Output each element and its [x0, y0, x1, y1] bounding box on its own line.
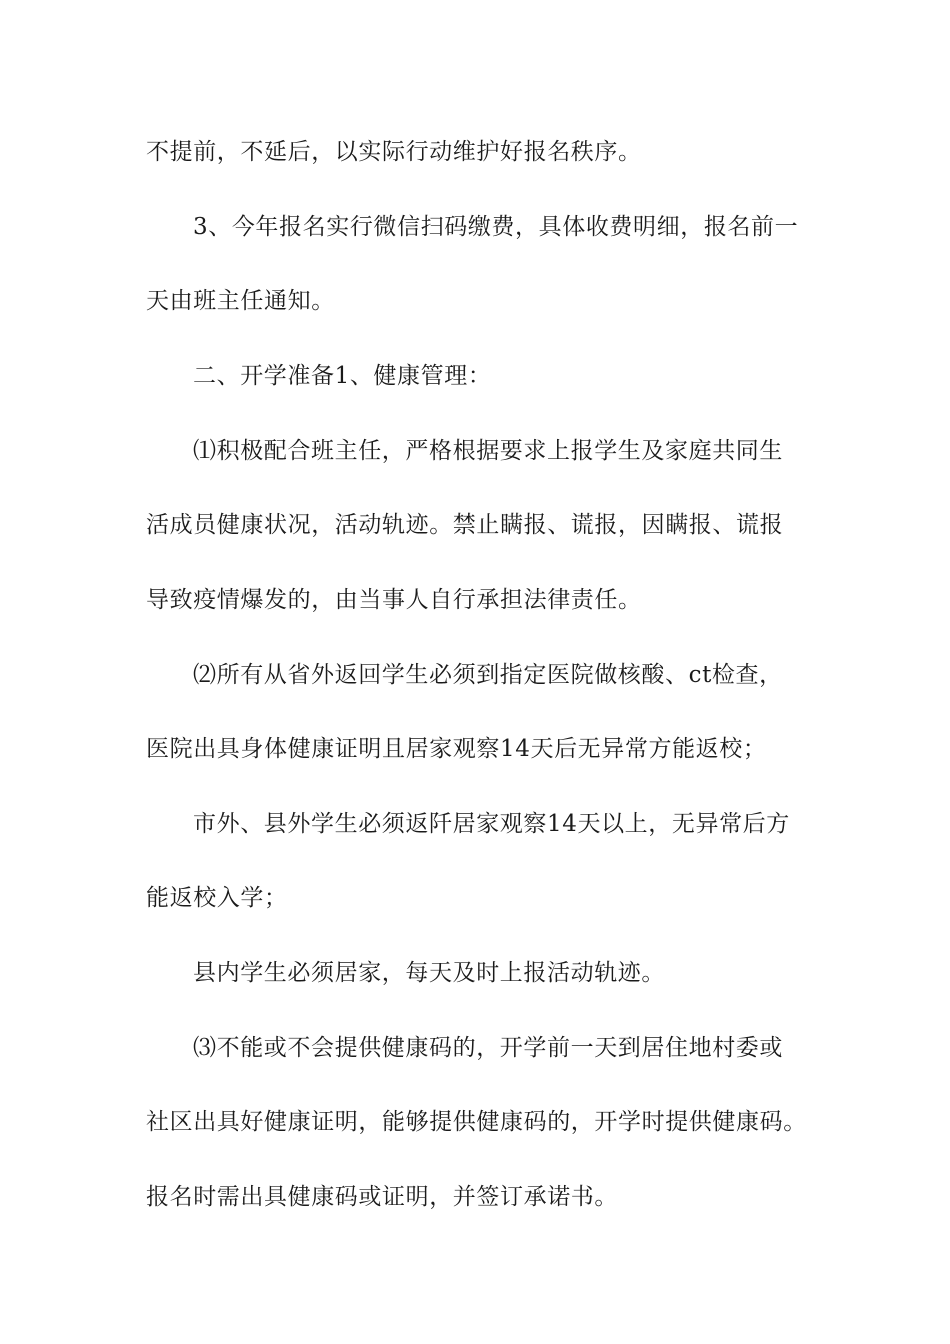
paragraph-line: ⑶不能或不会提供健康码的，开学前一天到居住地村委或 [193, 1035, 783, 1061]
paragraph-line: 报名时需出具健康码或证明，并签订承诺书。 [146, 1184, 618, 1210]
paragraph-line: 活成员健康状况，活动轨迹。禁止瞒报、谎报，因瞒报、谎报 [146, 512, 784, 538]
paragraph-line: ⑴积极配合班主任，严格根据要求上报学生及家庭共同生 [193, 438, 783, 464]
paragraph-line: 医院出具身体健康证明且居家观察14天后无异常方能返校； [146, 736, 767, 762]
paragraph-line: 天由班主任通知。 [146, 288, 335, 314]
paragraph-line: 导致疫情爆发的，由当事人自行承担法律责任。 [146, 587, 642, 613]
paragraph-line: 3、今年报名实行微信扫码缴费，具体收费明细，报名前一 [193, 214, 799, 240]
paragraph-line: ⑵所有从省外返回学生必须到指定医院做核酸、ct检查， [193, 662, 783, 688]
paragraph-line: 能返校入学； [146, 885, 288, 911]
paragraph-line: 社区出具好健康证明，能够提供健康码的，开学时提供健康码。 [146, 1109, 807, 1135]
paragraph-line: 不提前，不延后，以实际行动维护好报名秩序。 [146, 139, 642, 165]
paragraph-line: 市外、县外学生必须返阡居家观察14天以上，无异常后方 [193, 811, 790, 837]
paragraph-line: 县内学生必须居家，每天及时上报活动轨迹。 [193, 960, 665, 986]
section-heading: 二、开学准备1、健康管理： [193, 363, 492, 389]
